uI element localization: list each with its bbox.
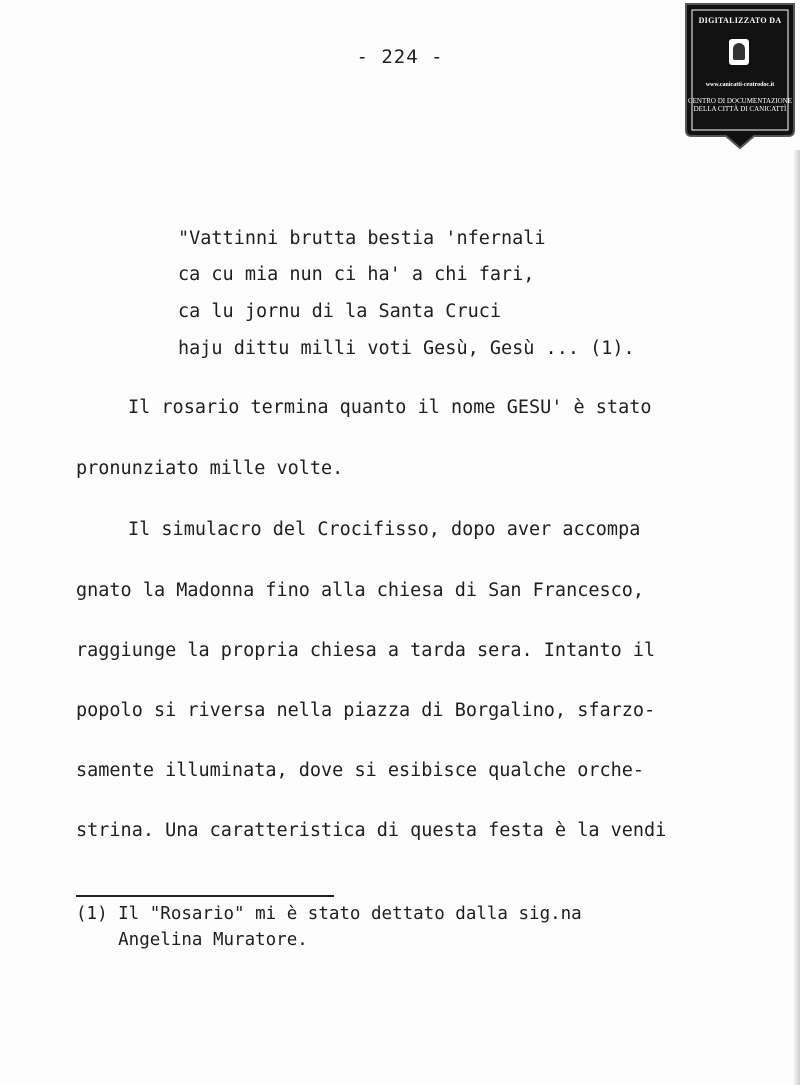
paragraph-line: samente illuminata, dove si esibisce qualche orche-: [76, 760, 645, 781]
paragraph-line: popolo si riversa nella piazza di Borgalino, sfarzo-: [76, 700, 656, 721]
paragraph-line: strina. Una caratteristica di questa festa è la vendi: [76, 820, 667, 841]
shield-emblem-icon: [729, 39, 749, 65]
stamp-center-name: [684, 97, 796, 113]
footnote-line: (1) Il "Rosario" mi è stato dettato dalla sig.na: [76, 904, 582, 924]
paragraph-line: pronunziato mille volte.: [76, 458, 344, 479]
stamp-center-line-2: DELLA CITTÀ DI CANICATTÌ: [693, 105, 787, 114]
footnote-line: Angelina Muratore.: [76, 930, 308, 950]
paragraph-line: gnato la Madonna fino alla chiesa di San Francesco,: [76, 580, 645, 601]
footnote-divider: [76, 895, 334, 897]
poem-line: haju dittu milli voti Gesù, Gesù ... (1).: [178, 338, 635, 359]
paragraph-line: Il simulacro del Crocifisso, dopo aver accompa: [128, 519, 641, 540]
stamp-url: www.canicatti-centrodoc.it: [705, 82, 775, 88]
stamp-center-line-1: CENTRO DI DOCUMENTAZIONE: [687, 97, 793, 105]
poem-line: ca cu mia nun ci ha' a chi fari,: [178, 264, 535, 285]
poem-line: ca lu jornu di la Santa Cruci: [178, 301, 502, 322]
paragraph-line: raggiunge la propria chiesa a tarda sera. Intanto il: [76, 640, 656, 661]
poem-line: "Vattinni brutta bestia 'nfernali: [178, 228, 546, 249]
stamp-title: DIGITALIZZATO DA: [698, 16, 782, 25]
paragraph-line: Il rosario termina quanto il nome GESU' è stato: [128, 397, 652, 418]
digitization-stamp: [684, 2, 796, 150]
page-number: - 224 -: [356, 46, 444, 68]
page-edge-shadow: [794, 150, 800, 1085]
